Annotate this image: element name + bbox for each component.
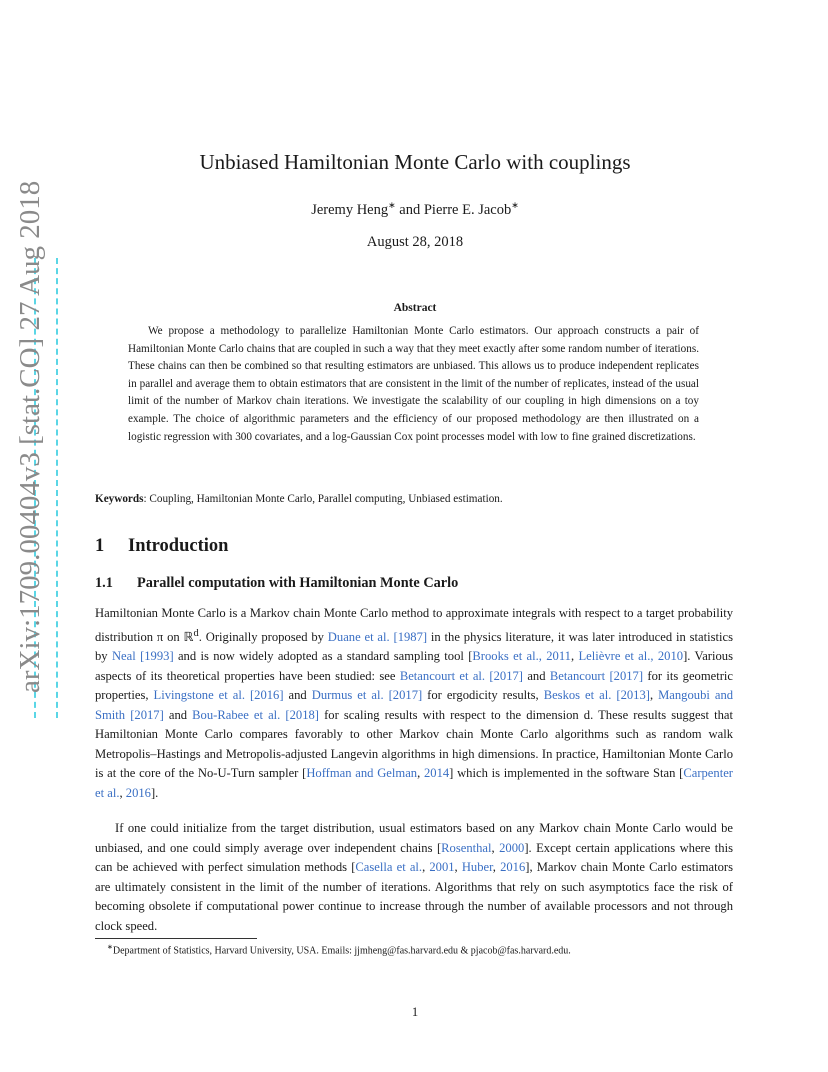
arxiv-side-stamp — [0, 0, 60, 1072]
citation-link[interactable]: Rosenthal — [441, 840, 492, 855]
footnote-mark: ∗ — [107, 943, 113, 951]
text-run: and is now widely adopted as a standard sampling tool [ — [173, 649, 473, 664]
text-run: in the physics literature, it was later introduced in statistics by — [95, 629, 733, 664]
text-run: , — [417, 766, 424, 781]
citation-link[interactable]: Neal — [111, 649, 136, 664]
subsection-number: 1.1 — [95, 575, 113, 591]
paragraph-2 — [95, 819, 733, 936]
paper-date: August 28, 2018 — [366, 234, 464, 250]
citation-link[interactable]: Hoffman and Gelman — [306, 766, 418, 781]
author-1: Jeremy Heng — [311, 201, 389, 218]
author-2: Pierre E. Jacob — [423, 201, 512, 218]
citation-link[interactable]: Beskos et al. — [543, 688, 612, 703]
abstract-text: We propose a methodology to parallelize Hamiltonian Monte Carlo estimators. Our approach constructs a pair of Hamiltonian Monte Carlo chains that are coupled in such a way that they meet exactly after some random number of iterations. These chains can then be combined so that resulting estimators are unbiased. This allows us to produce independent replicates in parallel and average them to obtain estimators that are consistent in the limit of the number of replicates, instead of the usual limit of the number of Markov chain iterations. We investigate the scalability of our coupling in high dimensions on a toy example. The choice of algorithmic parameters and the efficiency of our proposed methodology are then illustrated on a logistic regression with 300 covariates, and a log-Gaussian Cox point processes model with low to fine grained discretizations. — [128, 325, 699, 443]
citation-link[interactable]: Livingstone et al. — [153, 688, 245, 703]
page-number: 1 — [411, 1005, 419, 1019]
citation-link[interactable]: Mangoubi and Smith — [95, 688, 734, 722]
keywords-label: Keywords — [95, 493, 144, 505]
text-run: , — [119, 785, 126, 800]
footnote-text: Department of Statistics, Harvard University, USA. Emails: jjmheng@fas.harvard.edu & pjacob@fas.harvard.edu. — [112, 945, 571, 957]
section-heading — [95, 536, 228, 557]
text-run: ]. Various aspects of its theoretical properties have been studied: see — [95, 649, 733, 683]
superscript: d — [193, 627, 199, 639]
footnote — [95, 943, 735, 956]
subsection-title: Parallel computation with Hamiltonian Monte Carlo — [137, 575, 459, 591]
text-run: , — [492, 860, 501, 874]
paper-title: Unbiased Hamiltonian Monte Carlo with couplings — [199, 150, 631, 174]
citation-link[interactable]: [2016] — [249, 688, 284, 703]
subsection-heading — [95, 575, 458, 592]
section-title: Introduction — [128, 536, 229, 556]
keywords — [95, 493, 735, 505]
text-run: , — [491, 840, 500, 855]
text-run: for ergodicity results, — [422, 688, 544, 703]
citation-link[interactable]: 2016 — [125, 785, 151, 800]
author-2-footnote-mark: ∗ — [511, 200, 519, 210]
text-run: , — [454, 860, 462, 874]
citation-link[interactable]: Betancourt et al. — [399, 668, 486, 683]
text-run: ]. — [150, 785, 159, 800]
text-run: , — [570, 649, 579, 664]
text-run: and — [523, 668, 550, 683]
arxiv-stamp-text: arXiv:1709.00404v3 [stat.CO] 27 Aug 2018 — [14, 180, 46, 693]
citation-link[interactable]: Brooks et al., 2011 — [472, 649, 571, 664]
text-run: If one could initialize from the target distribution, usual estimators based on any Markov chain Monte Carlo would be unbiased, and one could simply average over independent chains [ — [95, 821, 733, 855]
citation-link[interactable]: Lelièvre et al., 2010 — [578, 649, 684, 664]
abstract-heading: Abstract — [393, 302, 437, 314]
citation-link[interactable]: 2016 — [500, 860, 526, 874]
citation-link[interactable]: [2013] — [616, 688, 650, 703]
text-run: and — [163, 707, 193, 722]
paragraph-1 — [95, 604, 733, 803]
citation-link[interactable]: [1987] — [393, 629, 428, 644]
citation-link[interactable]: Betancourt — [549, 668, 606, 683]
citation-link[interactable]: Casella et al. — [355, 860, 423, 874]
citation-link[interactable]: 2001 — [429, 860, 455, 874]
citation-link[interactable]: [2017] — [489, 668, 523, 683]
citation-link[interactable]: [2017] — [388, 688, 423, 703]
text-run: ], Markov chain Monte Carlo estimators are ultimately consistent in the limit of the number of iterations. Algorithms that rely on such asymptotics face the risk of becoming obsolete if computational power continue to increase through the number of available processors and not through clock speed. — [95, 860, 734, 933]
citation-link[interactable]: Durmus et al. — [311, 688, 384, 703]
citation-link[interactable]: Bou-Rabee et al. — [192, 707, 281, 722]
text-run: for scaling results with respect to the dimension d. These results suggest that Hamiltonian Monte Carlo compares favorably to other Markov chain Monte Carlo algorithms such as random walk Metropolis–Hastings and Metropolis-adjusted Langevin algorithms in high dimensions. In practice, Hamiltonian Monte Carlo is at the core of the No-U-Turn sampler [ — [95, 707, 733, 781]
citation-link[interactable]: [2018] — [285, 707, 319, 722]
text-run: ] which is implemented in the software Stan [ — [449, 766, 684, 781]
authors-conjunction: and — [395, 201, 424, 218]
text-run: ]. Except certain applications where this can be achieved with perfect simulation methods [ — [95, 840, 733, 874]
citation-link[interactable]: Duane et al. — [327, 629, 390, 644]
citation-link[interactable]: [2017] — [130, 707, 164, 722]
footnote-rule — [95, 938, 257, 939]
citation-link[interactable]: [2017] — [609, 668, 644, 683]
section-number: 1 — [95, 536, 105, 556]
citation-link[interactable]: Huber — [461, 860, 493, 874]
author-1-footnote-mark: ∗ — [388, 200, 396, 210]
text-run: , — [649, 688, 659, 703]
citation-link[interactable]: Carpenter et al. — [95, 766, 733, 800]
citation-link[interactable]: 2000 — [499, 840, 525, 855]
keywords-list: : Coupling, Hamiltonian Monte Carlo, Parallel computing, Unbiased estimation. — [143, 493, 503, 505]
citation-link[interactable]: [1993] — [140, 649, 174, 664]
text-run: . Originally proposed by — [198, 629, 328, 644]
text-run: and — [283, 688, 312, 703]
paper-authors — [95, 200, 735, 219]
text-run: for its geometric properties, — [95, 668, 733, 703]
citation-link[interactable]: 2014 — [423, 766, 450, 781]
text-run: Hamiltonian Monte Carlo is a Markov chain Monte Carlo method to approximate integrals with respect to a target probability distribution π on ℝ — [95, 606, 733, 644]
text-run: , — [422, 860, 430, 874]
